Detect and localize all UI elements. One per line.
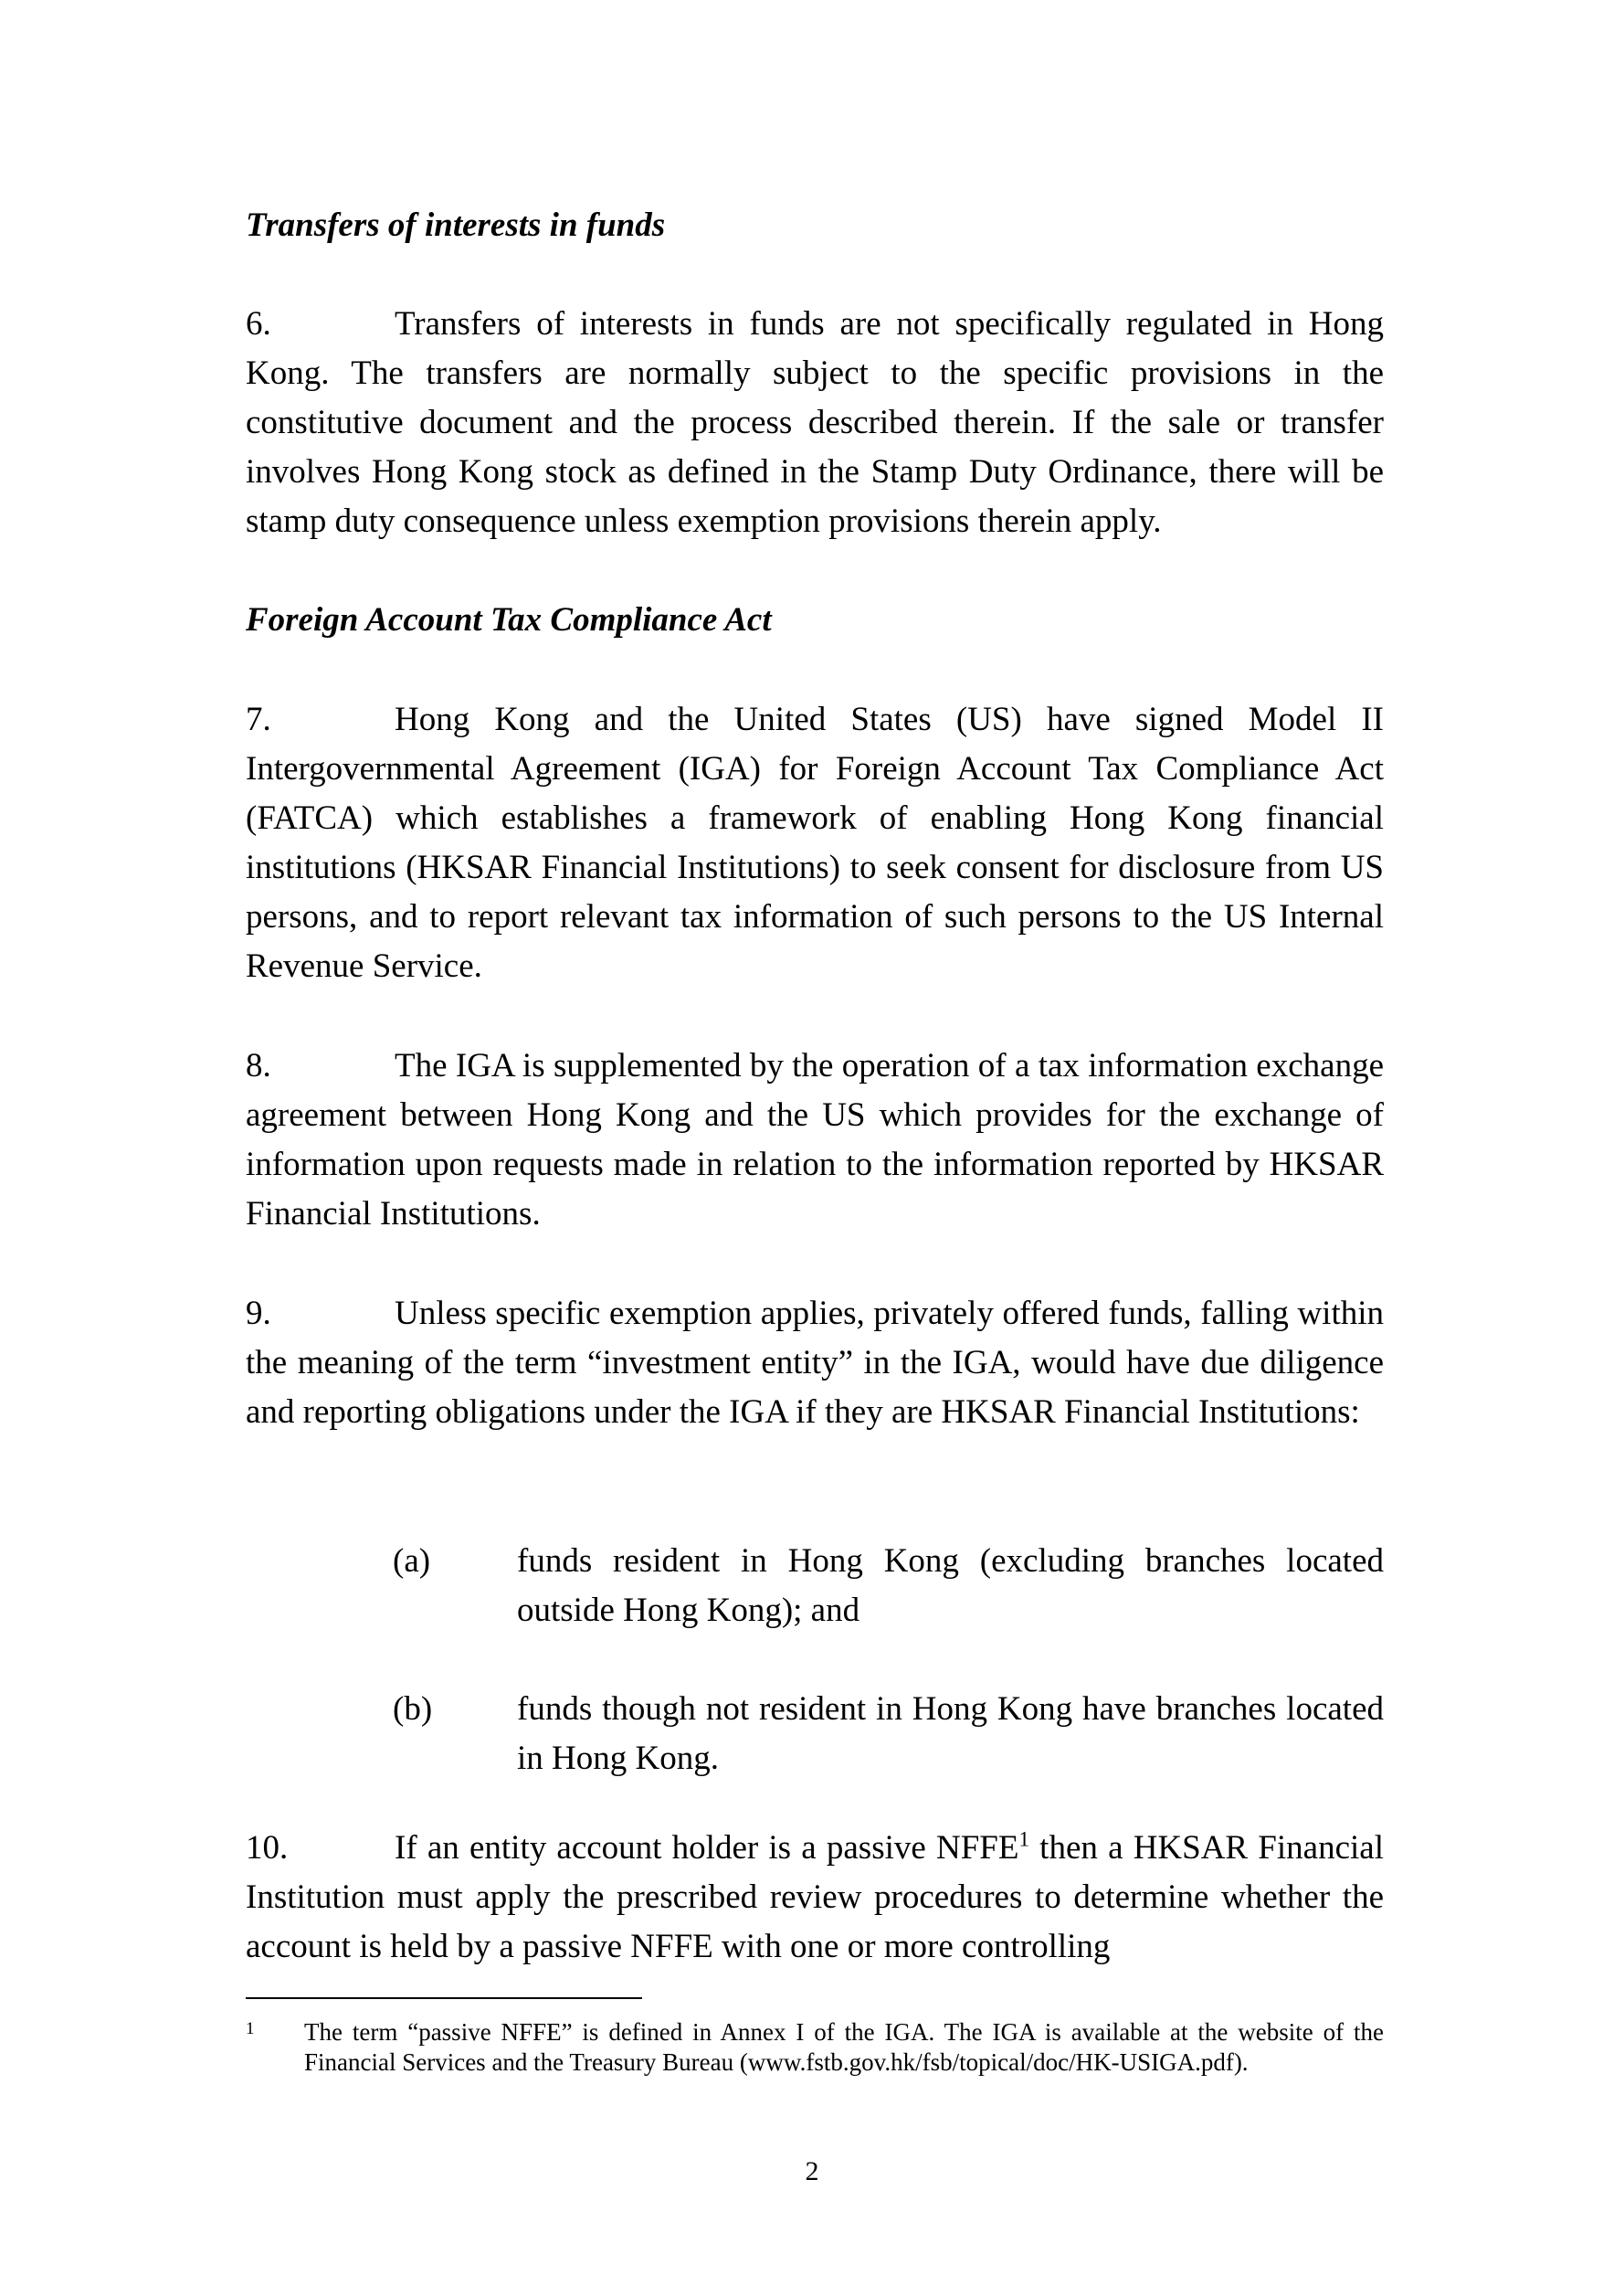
paragraph-text: The IGA is supplemented by the operation of a tax information exchange agreement between Hong Kong and the US which provides for the exchange of information upon requests made in relation to the information reported by HKSAR Financial Institutions. (246, 1047, 1384, 1233)
paragraph-6 (246, 300, 1384, 546)
footnote-reference: 1 (1018, 1827, 1029, 1851)
footnote-separator (246, 1997, 642, 1999)
list-item-label: (b) (393, 1690, 433, 1728)
page-number: 2 (805, 2156, 819, 2186)
paragraph-text: Hong Kong and the United States (US) have signed Model II Intergovernmental Agreement (IGA) for Foreign Account Tax Compliance Act (FATCA) which establishes a framework of enabling Hong Kong financial institutions (HKSAR Financial Institutions) to seek consent for disclosure from US persons, and to report relevant tax information of such persons to the US Internal Revenue Service. (246, 701, 1384, 985)
list-item-b (393, 1685, 1384, 1783)
paragraph-text-continued: then a HKSAR Financial Institution must apply the prescribed review procedures to determine whether the account is held by a passive NFFE with one or more controlling (246, 1829, 1384, 1965)
footnote-text: The term “passive NFFE” is defined in Annex I of the IGA. The IGA is available at the website of the Financial Services and the Treasury Bureau (www.fstb.gov.hk/fsb/topical/doc/HK-USIGA.pdf). (304, 2018, 1384, 2076)
list-item-text: funds resident in Hong Kong (excluding branches located outside Hong Kong); and (517, 1542, 1384, 1629)
paragraph-number: 10. (246, 1829, 289, 1867)
paragraph-7 (246, 695, 1384, 991)
section-heading-transfers: Transfers of interests in funds (246, 206, 666, 244)
list-item-label: (a) (393, 1542, 431, 1580)
paragraph-number: 9. (246, 1295, 271, 1332)
paragraph-number: 8. (246, 1047, 271, 1085)
footnote-mark: 1 (246, 2019, 255, 2038)
section-heading-fatca: Foreign Account Tax Compliance Act (246, 601, 772, 639)
list-item-text: funds though not resident in Hong Kong have branches located in Hong Kong. (517, 1690, 1384, 1777)
paragraph-number: 7. (246, 701, 271, 738)
list-item-a (393, 1537, 1384, 1635)
paragraph-9 (246, 1289, 1384, 1437)
footnote (246, 2017, 1384, 2078)
paragraph-8 (246, 1042, 1384, 1239)
paragraph-text: Unless specific exemption applies, privately offered funds, falling within the meaning of the term “investment entity” in the IGA, would have due diligence and reporting obligations under the IGA if they are HKSAR Financial Institutions: (246, 1295, 1384, 1431)
paragraph-number: 6. (246, 305, 271, 343)
paragraph-10 (246, 1824, 1384, 1972)
paragraph-text: If an entity account holder is a passive NFFE (395, 1829, 1019, 1867)
paragraph-text: Transfers of interests in funds are not specifically regulated in Hong Kong. The transfers are normally subject to the specific provisions in the constitutive document and the process described therein. If the sale or transfer involves Hong Kong stock as defined in the Stamp Duty Ordinance, there will be stamp duty consequence unless exemption provisions therein apply. (246, 305, 1384, 540)
